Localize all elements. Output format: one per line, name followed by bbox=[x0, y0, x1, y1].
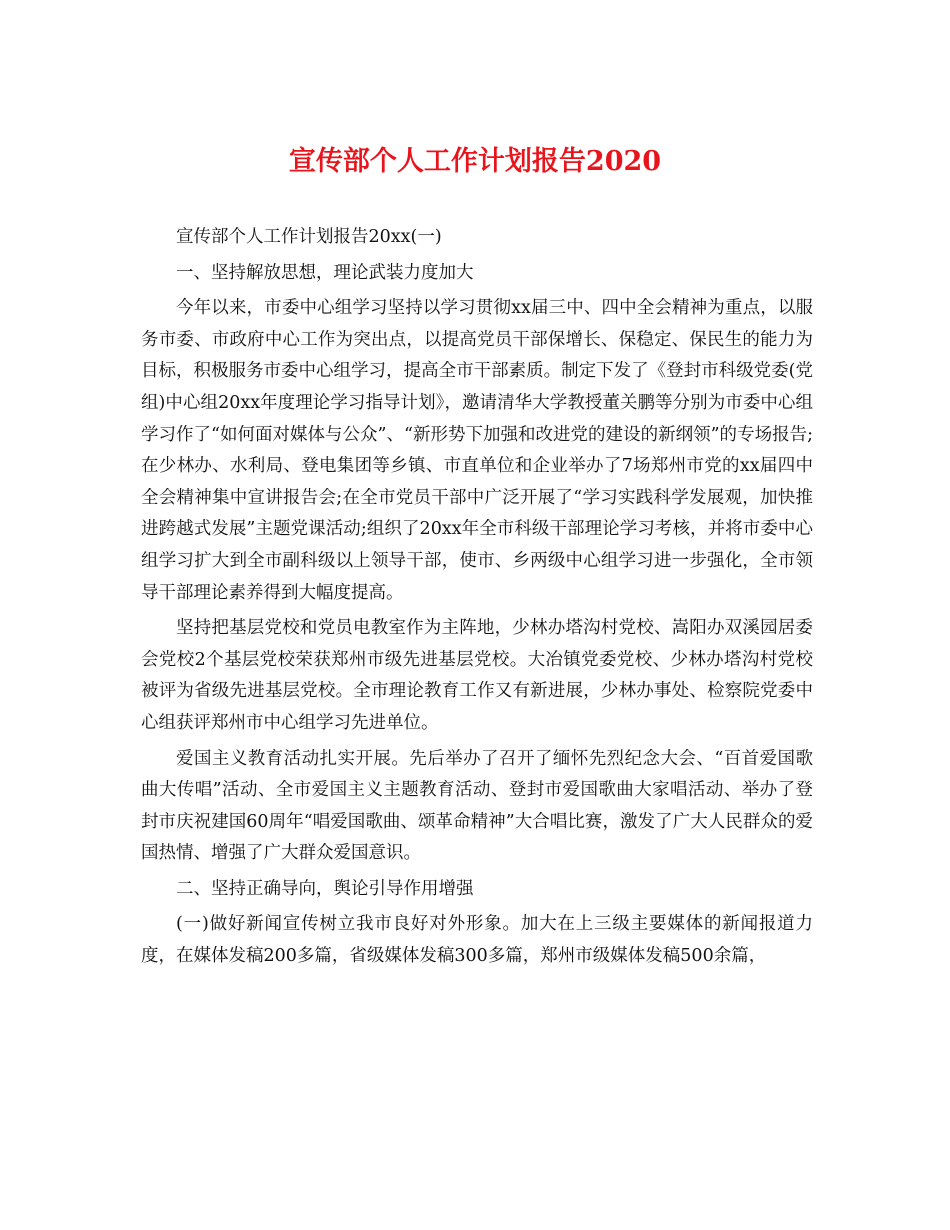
paragraph: (一)做好新闻宣传树立我市良好对外形象。加大在上三级主要媒体的新闻报道力度，在媒体发稿200多篇，省级媒体发稿300多篇，郑州市级媒体发稿500余篇， bbox=[141, 914, 813, 967]
section-heading-1: 一、坚持解放思想，理论武装力度加大 bbox=[176, 262, 474, 283]
paragraph: 坚持把基层党校和党员电教室作为主阵地，少林办塔沟村党校、嵩阳办双溪园居委会党校2个基层党校荣获郑州市级先进基层党校。大冶镇党委党校、少林办塔沟村党校被评为省级先进基层党校。全市理论教育工作又有新进展，少林办事处、检察院党委中心组获评郑州市中心组学习先进单位。 bbox=[141, 618, 813, 733]
document-title: 宣传部个人工作计划报告2020 bbox=[288, 146, 662, 177]
paragraph: 爱国主义教育活动扎实开展。先后举办了召开了缅怀先烈纪念大会、“百首爱国歌曲大传唱”活动、全市爱国主义主题教育活动、登封市爱国歌曲大家唱活动、举办了登封市庆祝建国60周年“唱爱国歌曲、颂革命精神”大合唱比赛，激发了广大人民群众的爱国热情、增强了广大群众爱国意识。 bbox=[141, 748, 813, 864]
paragraph: 今年以来，市委中心组学习坚持以学习贯彻xx届三中、四中全会精神为重点，以服务市委、市政府中心工作为突出点，以提高党员干部保增长、保稳定、保民生的能力为目标，积极服务市委中心组学习，提高全市干部素质。制定下发了《登封市科级党委(党组)中心组20xx年度理论学习指导计划》，邀请清华大学教授董关鹏等分别为市委中心组学习作了“如何面对媒体与公众”、“新形势下加强和改进党的建设的新纲领”的专场报告;在少林办、水利局、登电集团等乡镇、市直单位和企业举办了7场郑州市党的xx届四中全会精神集中宣讲报告会;在全市党员干部中广泛开展了“学习实践科学发展观，加快推进跨越式发展”主题党课活动;组织了20xx年全市科级干部理论学习考核，并将市委中心组学习扩大到全市副科级以上领导干部，使市、乡两级中心组学习进一步强化，全市领导干部理论素养得到大幅度提高。 bbox=[141, 298, 813, 603]
paragraph-subtitle: 宣传部个人工作计划报告20xx(一) bbox=[176, 227, 442, 247]
document-body bbox=[141, 222, 813, 977]
section-heading-2: 二、坚持正确导向，舆论引导作用增强 bbox=[176, 878, 474, 899]
